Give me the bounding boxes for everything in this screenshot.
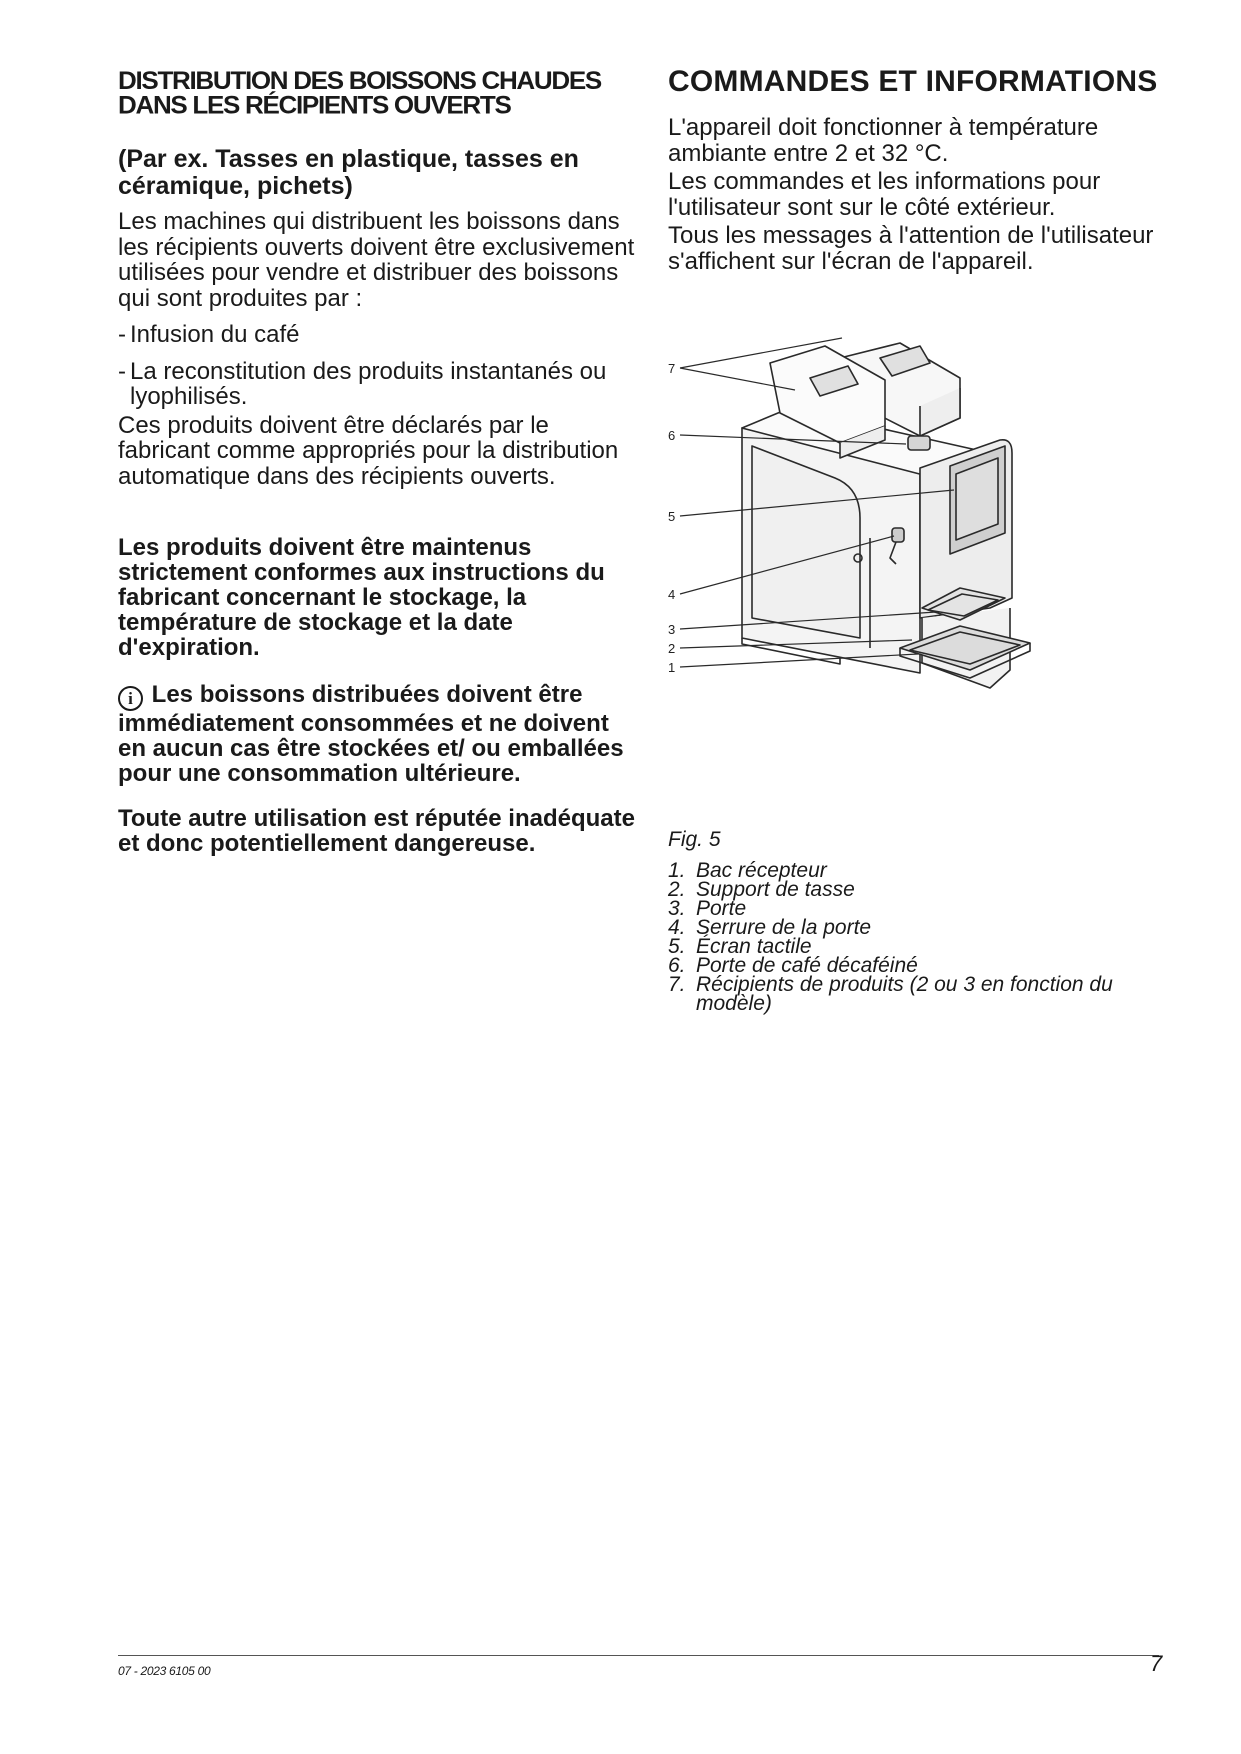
figure-legend [668, 861, 1166, 1013]
consumption-warning-text: Les boissons distribuées doivent être immédiatement consommées et ne doivent en aucun cas être stockées et/ ou emballées pour une consommation ultérieure. [118, 681, 624, 787]
legend-text: Porte [696, 897, 747, 920]
callout-6: 6 [668, 428, 676, 443]
legend-number: 5. [668, 935, 686, 958]
legend-text: Support de tasse [696, 878, 855, 901]
coffee-machine-illustration [660, 318, 1080, 768]
list-item-text: Infusion du café [130, 321, 300, 348]
list-item [118, 359, 638, 410]
legend-text: Porte de café décaféiné [696, 954, 918, 977]
messages-paragraph: Tous les messages à l'attention de l'utilisateur s'affichent sur l'écran de l'appareil. [668, 222, 1154, 275]
callout-1: 1 [668, 660, 676, 675]
legend-text: Écran tactile [696, 935, 812, 958]
legend-text: Récipients de produits (2 ou 3 en fonction du modèle) [696, 973, 1113, 1015]
callout-2: 2 [668, 641, 676, 656]
callout-4: 4 [668, 587, 676, 602]
figure-caption: Fig. 5 [668, 828, 721, 851]
temperature-paragraph: L'appareil doit fonctionner à température ambiante entre 2 et 32 °C. [668, 114, 1099, 167]
title-line-2: DANS LES RÉCIPIENTS OUVERTS [118, 90, 511, 120]
section-title-distribution [118, 66, 638, 120]
storage-warning: Les produits doivent être maintenus strictement conformes aux instructions du fabricant concernant le stockage, la température de stockage et la date d'expiration. [118, 534, 605, 661]
bullet-dash: - [118, 357, 126, 385]
intro-paragraph: Les machines qui distribuent les boissons dans les récipients ouverts doivent être exclusivement utilisées pour vendre et distribuer des boissons qui sont produites par : [118, 208, 635, 312]
callout-3: 3 [668, 622, 676, 637]
declaration-paragraph: Ces produits doivent être déclarés par le fabricant comme appropriés pour la distribution automatique dans des récipients ouverts. [118, 411, 619, 490]
section-title-commandes: COMMANDES ET INFORMATIONS [668, 65, 1158, 98]
title-line-1: DISTRIBUTION DES BOISSONS CHAUDES [118, 66, 601, 95]
callout-5: 5 [668, 509, 676, 524]
page-number: 7 [1150, 1651, 1163, 1676]
legend-number: 1. [668, 859, 686, 882]
info-icon: i [118, 686, 143, 711]
list-item-text: La reconstitution des produits instantanés ou lyophilisés. [130, 357, 607, 410]
left-column [118, 68, 638, 856]
legend-text: Serrure de la porte [696, 916, 872, 939]
legend-number: 4. [668, 916, 686, 939]
bullet-dash: - [118, 321, 126, 348]
legend-text: Bac récepteur [696, 859, 827, 882]
callout-7: 7 [668, 361, 676, 376]
misuse-warning: Toute autre utilisation est réputée inadéquate et donc potentiellement dangereuse. [118, 805, 635, 857]
document-code: 07 - 2023 6105 00 [118, 1664, 211, 1678]
legend-item [668, 975, 1166, 1013]
consumption-warning [118, 682, 638, 786]
legend-number: 6. [668, 954, 686, 977]
right-column [668, 64, 1188, 274]
legend-number: 2. [668, 878, 686, 901]
legend-number: 3. [668, 897, 686, 920]
footer-divider [118, 1655, 1159, 1656]
legend-number: 7. [668, 973, 686, 996]
list-item [118, 322, 638, 348]
controls-paragraph: Les commandes et les informations pour l'utilisateur sont sur le côté extérieur. [668, 168, 1101, 221]
section-subtitle: (Par ex. Tasses en plastique, tasses en céramique, pichets) [118, 145, 579, 200]
